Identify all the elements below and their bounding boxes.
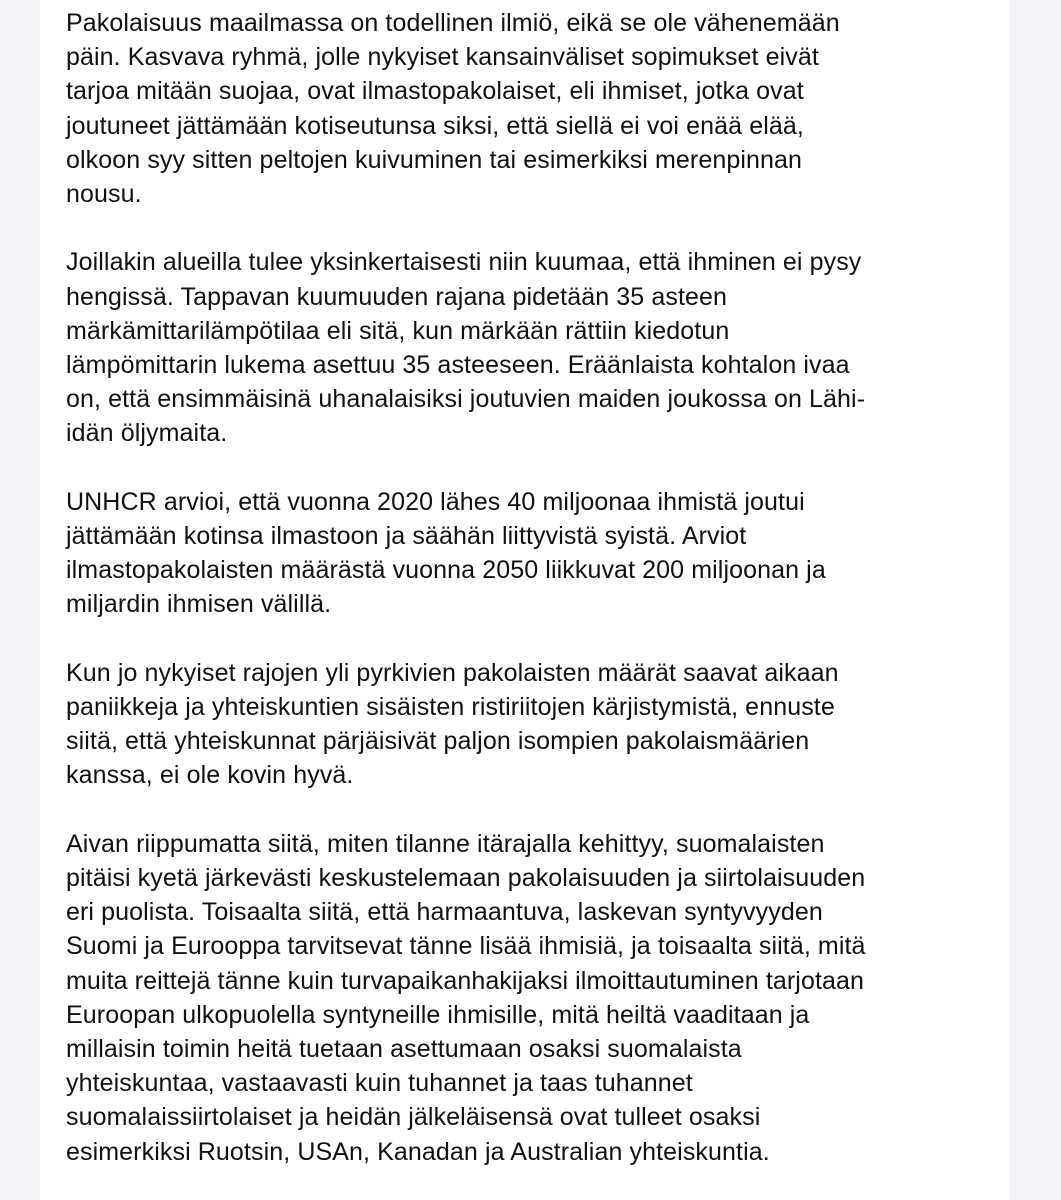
document-card [40, 0, 1010, 1200]
scroll-area-margin[interactable] [1018, 0, 1061, 1200]
paragraph-1: Pakolaisuus maailmassa on todellinen ilmiö, eikä se ole vähenemään päin. Kasvava ryhmä, jolle nykyiset kansainväliset sopimukset eivät tarjoa mitään suojaa, ovat ilmastopakolaiset, eli ihmiset, jotka ovat joutuneet jättämään kotiseutunsa siksi, että siellä ei voi enää elää, olkoon syy sitten peltojen kuivuminen tai esimerkiksi merenpinnan nousu. [66, 9, 840, 209]
paragraph-4: Kun jo nykyiset rajojen yli pyrkivien pakolaisten määrät saavat aikaan paniikkeja ja yhteiskuntien sisäisten ristiriitojen kärjistymistä, ennuste siitä, että yhteiskunnat pärjäisivät paljon isompien pakolaismäärien kanssa, ei ole kovin hyvä. [66, 658, 839, 790]
paragraph-3: UNHCR arvioi, että vuonna 2020 lähes 40 miljoonaa ihmistä joutui jättämään kotinsa ilmastoon ja säähän liittyvistä syistä. Arviot ilmastopakolaisten määrästä vuonna 2050 liikkuvat 200 miljoonan ja miljardin ihmisen välillä. [66, 487, 826, 619]
paragraph-2: Joillakin alueilla tulee yksinkertaisesti niin kuumaa, että ihminen ei pysy hengissä. Tappavan kuumuuden rajana pidetään 35 asteen märkämittarilämpötilaa eli sitä, kun märkään rättiin kiedotun lämpömittarin lukema asettuu 35 asteeseen. Eräänlaista kohtalon ivaa on, että ensimmäisinä uhanalaisiksi joutuvien maiden joukossa on Lähi- idän öljymaita. [66, 248, 866, 448]
document-body [66, 6, 996, 1169]
paragraph-5: Aivan riippumatta siitä, miten tilanne itärajalla kehittyy, suomalaisten pitäisi kyetä järkevästi keskustelemaan pakolaisuuden ja siirtolaisuuden eri puolista. Toisaalta siitä, että harmaantuva, laskevan syntyvyyden Suomi ja Eurooppa tarvitsevat tänne lisää ihmisiä, ja toisaalta siitä, mitä muita reittejä tänne kuin turvapaikanhakijaksi ilmoittautuminen tarjotaan Euroopan ulkopuolella syntyneille ihmisille, mitä heiltä vaaditaan ja millaisin toimin heitä tuetaan asettumaan osaksi suomalaista yhteiskuntaa, vastaavasti kuin tuhannet ja taas tuhannet suomalaissiirtolaiset ja heidän jälkeläisensä ovat tulleet osaksi esimerkiksi Ruotsin, USAn, Kanadan ja Australian yhteiskuntia. [66, 829, 866, 1166]
